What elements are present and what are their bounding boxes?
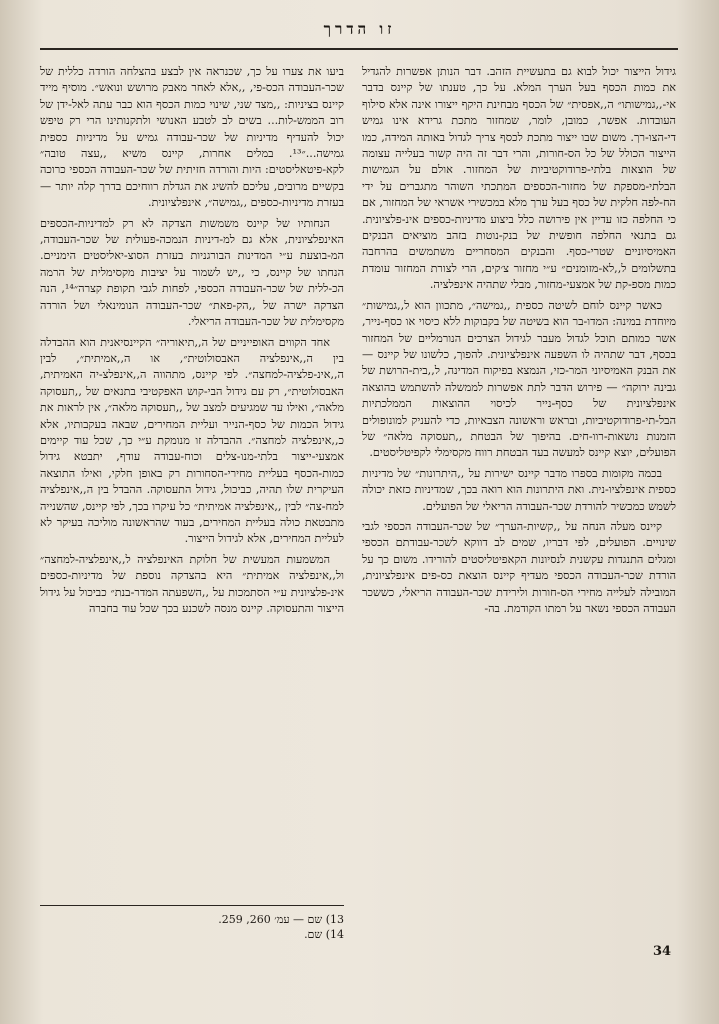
paragraph: המשמעות המעשית של חלוקת האינפלציה ל,,אינפלציה-למחצה״ ול,,אינפלציה אמיתית״ היא בהצדקה נוספת של מדיניות-כספים אינ-פלציונית ע״י הסתמכות על ,,השפעתה המדר-בנת״ כביכול על גידול הייצור והתעסוקה. קיינס מנסה לשכנע בכך שכל עוד בחברה [40,552,344,615]
left-text-column [40,64,344,964]
paragraph: אחד הקווים האופייניים של ה,,תיאוריה״ הקיינסיאנית הוא ההבדלה בין ה,,אינפלציה האבסולוטית״, או ה,,אמיתית״, לבין ה,,אינ-פלציה-למחצה״. לפי קיינס, מתהווה ה,,אינפלצ-יה האמיתית, האבסולוטית״, רק עם גידול הבי-קוש האפקטיבי בתנאים של ,,תעסוקה מלאה״, ואילו עד שמגיעים למצב של ,,תעסוקה מלאה״, אין לראות את גידול הכמות של כסף-הנייר ועליית המחירים, שבאה בעקבותיו, אלא כ,,אינפלציה למחצה״. ההבדלה זו מנומקת ע״י כך, שכל עוד קיימים אמצעי-ייצור בלתי-מנו-צלים וכוח-עבודה עודף, יתבטא גידול כמות-הכסף בעליית מחירי-הסחורות רק באופן חלקי, ואילו התוצאה העיקרית שלו תהיה, כביכול, גידול התעסוקה. ההבדל בין ה,,אינפלציה למח-צה״ לבין ,,אינפלציה אמיתית״ כל עיקרו בכך, לפי קיינס, שהשנייה מתבטאת כולה בעליית המחירים, בעוד שהראשונה מוליכה בעיקר לא לעליית המחירים, אלא לגידול הייצור. [40,335,344,546]
footnote: 13) שם — עמ׳ 260, 259. [218,913,344,926]
paragraph: ביעו את צערו על כך, שכנראה אין לבצע בהצלחה הורדה כללית של שכר-העבודה הכס-פי, ,,אלא לאחר מאבק מרושש ונואש״. מוסיף מייד קיינס בציניות: ,,מצד שני, שינוי כמות הכסף הוא כבר עתה לאל-ידן של רוב הממש-לות... בשים לב לטבע האנושי ולתקנותינו הרי רק טיפש יכול להעדיף מדיניות של שכר-עבודה גמיש על מדיניות כספית גמישה...״¹³. במלים אחרות, קיינס משיא ,,עצה טובה״ לקא-פיטאליסטים: היות והורדה חזיתית של שכר-העבודה הכספי כרוכה בקשיים מרובים, עליכם להשיג את הגדלת רווחיכם בדרך קלה יותר — בעזרת מדיניות-כספים ,,גמישה״, אינפלציונית. [40,65,344,210]
paragraph: גידול הייצור יכול לבוא גם בתעשיית הזהב. דבר הנותן אפשרות להגדיל את כמות הכסף בעל הערך המלא. על כך, טענתו של קיינס בדבר אי-,,גמישותו״ ה,,אפסית״ של הכסף מבחינת היקף ייצורו אינה אלא סילוף העובדות. אפשר, כמובן, לומר, שמחזור מתכת גרידא אינו גמיש די-הצו-רך. משום שבו ייצור מתכת לכסף צריך לגדול באותה המידה, כמו הייצור הכולל של כל הס-חורות, והרי דבר זה היה קשור בעלייה עצומה של הוצאות בלתי-פרודוקטיביות של המחזור. אולם על הגמישות הבלתי-מספקת של מחזור-הכספים המתכתי השוהר מתגברים על ידי הח-לפה חלקית של כסף בעל ערך מלא במכשירי אשראי של המחזור, אם כי החלפה כזו עדיין אין פירושה כלל ביצוע מדיניות-כספים אינ-פלציונית. גם בתנאי החלפה חופשית של בנק-נוטות בזהב מוציאים הבנקים האמיסיוניים שטרי-כסף. והבנקים המסחריים משתמשים בהרחבה בתשלומים ל,,לא-מזומנים״ ע״י מחזור צ׳קים, הרי לצורת המחזור עומדת כמות מספ-קת של אמצעי-מחזור, מבלי שתהיה אינפלציה. [362,65,676,292]
page-number: 34 [653,944,672,959]
header-rule [40,48,678,50]
paragraph: הנחותיו של קיינס משמשות הצדקה לא רק למדיניות-הכספים האינפלציונית, אלא גם למ-דיניות הנמכה-פעולית של שכר-העבודה, המ-בוצעת ע״י המדינות הבורגניות בעזרת הסוצ-יאליסטים הימניים. הנחתו של קיינס, כי ,,יש לשמור על יציבות מקסימלית של הרמה הכ-ללית של שכר-העבודה הכספי, לפחות לגבי תקופת קצרה״¹⁴, הנה הצדקה ישרה של ,,הק-פאת״ שכר-העבודה הנומינאלי ושל הורדה מקסימלית של שכר-העבודה הריאלי. [40,216,344,329]
footnotes [40,905,344,942]
footnote: 14) שם. [304,928,344,941]
paragraph: קיינס מעלה הנחה על ,,קשיות-הערך״ של שכר-העבודה הכספי לגבי שינויים. הפועלים, לפי דבריו, שמים לב דווקא לשכר-עבודתם הכספי ומגלים התנגדות עקשנית לנסיונות הקאפיטליסטים להורידו. משום כך על הורדת שכר-העבודה הכספי מעדיף קיינס הוצאת כס-פים אינפלציונית, המובילה לעלייה מחירי הס-חורות ולירידת שכר-העבודה הריאלי, כששכר העבודה הכספי נשאר על רמתו הקודמת. בה- [362,519,676,615]
paragraph: בכמה מקומות בספרו מדבר קיינס ישירות על ,,היתרונות״ של מדיניות כספית אינפלציו-נית. ואת היתרונות הוא רואה בכך, שמדיניות כזאת יכולה לשמש כמכשיר להורדת שכר-העבודה הריאלי של הפועלים. [362,466,676,513]
right-text-column [362,64,676,954]
paragraph: כאשר קיינס לוחם לשיטה כספית ,,גמישה״, מתכוון הוא ל,,גמישות״ מיוחדת במינה: המדו-בר הוא בשיטה של בקבוקות ללא כיסוי או כסף-נייר, אשר כמותם תוכל לגדול מעבר לגידול הצרכים הנורמליים של המחזור בכסף, דבר שתהיה לו השפעה אינפלציונית. להפוך, כלשונו של קיינס — את הבנק האמיסיוני המר-כזי, הנמצא בפיקוח המדינה, ל,,בית-הרושת של גבינה ירוקה״ — פירוש הדבר לתת אפשרות לממשלה להשתמש בהוצאה אינפלציונית של כסף-נייר לכיסוי ההוצאות הממלכתיות הבל-תי-פרודוקטיביות, ובראש וראשונה הצבאיות, כדי להעניק למונופולים הזמנות נושאות-רוו-חים. בהיפוך של הבטחת ,,תעסוקה מלאה״ של הפועלים, יוצא קיינס למעשה בעד הבטחת רווח מקסימלי לקפיטליסטים. [362,298,676,460]
running-header: זו הדרך [323,20,396,38]
